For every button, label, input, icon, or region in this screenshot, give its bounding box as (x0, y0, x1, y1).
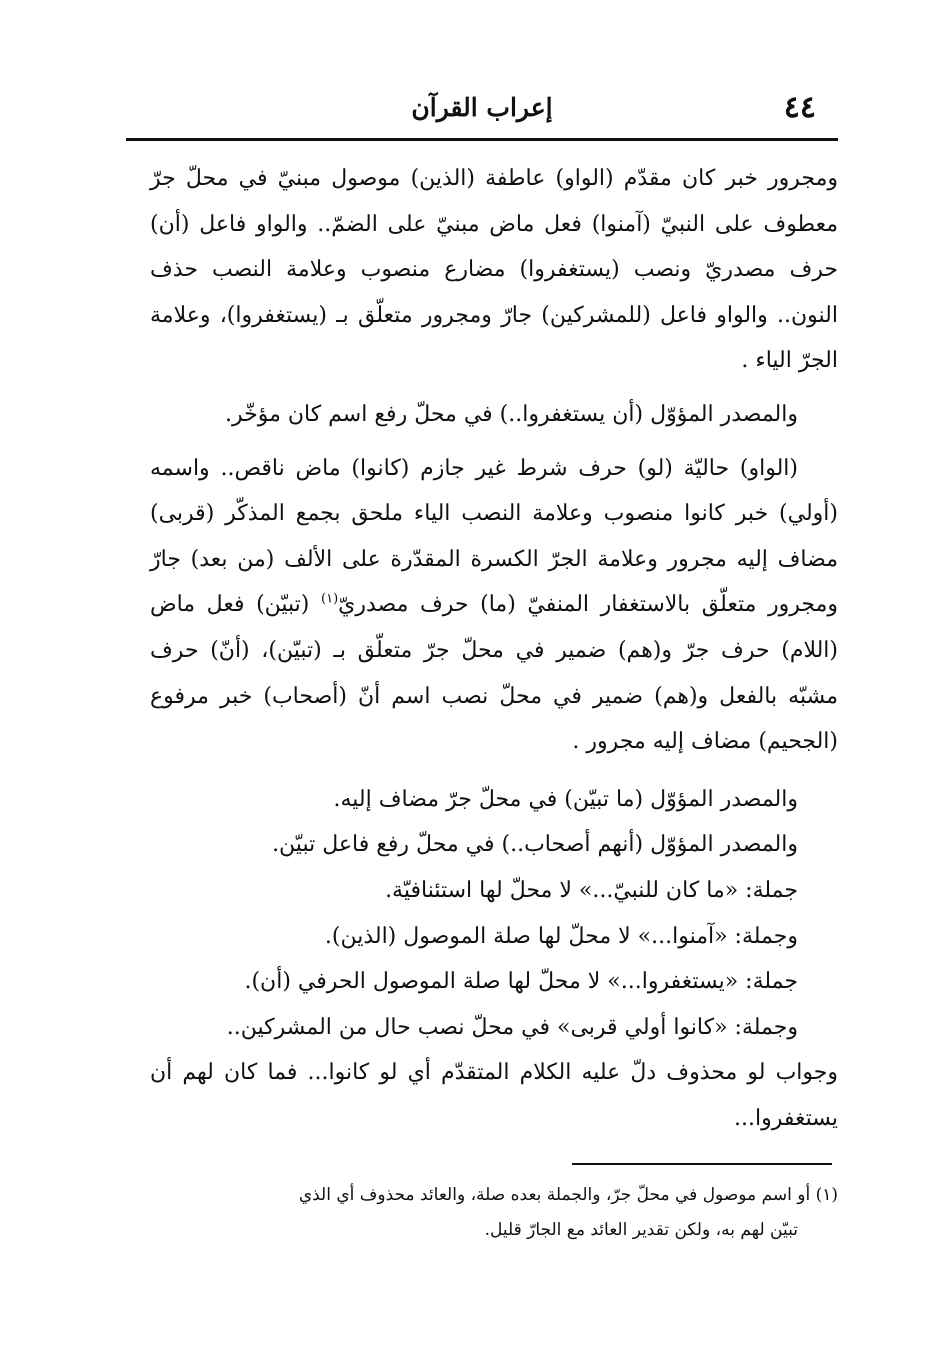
page-header (126, 78, 838, 132)
footnote-reference[interactable]: (١) (321, 592, 339, 608)
list-item: جملة: «ما كان للنبيّ...» لا محلّ لها استئنافيّة. (385, 877, 798, 903)
page-number: ٤٤ (783, 90, 816, 125)
paragraph: والمصدر المؤوّل (أن يستغفروا..) في محلّ رفع اسم كان مؤخّر. (224, 401, 798, 427)
main-text (150, 156, 838, 1141)
footnote-line: تبيّن لهم به، ولكن تقدير العائد مع الجارّ قليل. (484, 1220, 798, 1240)
paragraph (150, 446, 838, 765)
list-item: جملة: «يستغفروا...» لا محلّ لها صلة الموصول الحرفي (أن). (244, 969, 798, 995)
list-item: والمصدر المؤوّل (ما تبيّن) في محلّ جرّ مضاف إليه. (333, 786, 798, 812)
footnote-separator (572, 1163, 832, 1165)
paragraph: وجواب لو محذوف دلّ عليه الكلام المتقدّم أي لو كانوا... فما كان لهم أن يستغفروا... (150, 1060, 838, 1131)
list-item: وجملة: «كانوا أولي قربى» في محلّ نصب حال من المشركين.. (226, 1014, 798, 1040)
paragraph-text: (الواو) حاليّة (لو) حرف شرط غير جازم (كانوا) ماض ناقص.. واسمه (أولي) خبر كانوا منصوب وعلامة النصب الياء ملحق بجمع المذكّر (قربى) مضاف إليه مجرور وعلامة الجرّ الكسرة المقدّرة على الألف (من بعد) جارّ ومجرور متعلّق بالاستغفار المنفيّ (ما) حرف مصدريّ (150, 455, 838, 618)
footnote-line: (١) أو اسم موصول في محلّ جرّ، والجملة بعده صلة، والعائد محذوف أي الذي (298, 1185, 838, 1205)
list-item: وجملة: «آمنوا...» لا محلّ لها صلة الموصول (الذين). (324, 923, 798, 949)
footnote (160, 1178, 838, 1248)
sentence-analysis-list (150, 777, 838, 1051)
list-item: والمصدر المؤوّل (أنهم أصحاب..) في محلّ رفع فاعل تبيّن. (272, 832, 798, 858)
paragraph: ومجرور خبر كان مقدّم (الواو) عاطفة (الذين) موصول مبنيّ في محلّ جرّ معطوف على النبيّ (آمنوا) فعل ماض مبنيّ على الضمّ.. والواو فاعل (أن) حرف مصدريّ ونصب (يستغفروا) مضارع منصوب وعلامة النصب حذف النون.. والواو فاعل (للمشركين) جارّ ومجرور متعلّق بـ (يستغفروا)، وعلامة الجرّ الياء . (150, 166, 838, 374)
header-rule (126, 138, 838, 141)
running-title: إعراب القرآن (411, 93, 553, 122)
paragraph-text: (تبيّن) فعل ماض (اللام) حرف جرّ و(هم) ضمير في محلّ جرّ متعلّق بـ (تبيّن)، (أنّ) حرف مشبّه بالفعل و(هم) ضمير في محلّ نصب اسم أنّ (أصحاب) خبر مرفوع (الجحيم) مضاف إليه مجرور . (150, 592, 838, 755)
